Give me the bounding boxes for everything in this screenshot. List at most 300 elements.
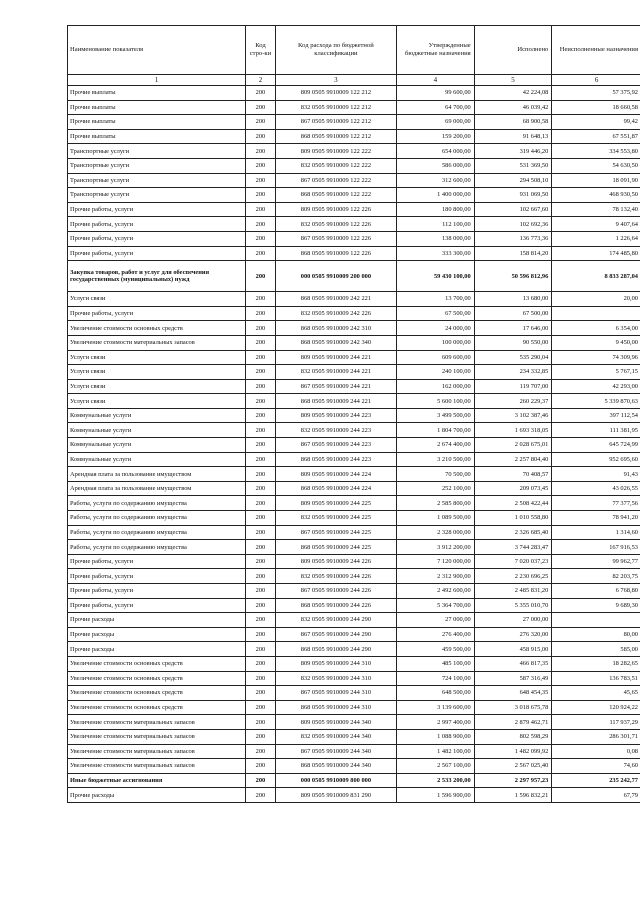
row-kbk: 832 0505 9910009 244 290 xyxy=(275,613,396,628)
row-code: 200 xyxy=(246,642,276,657)
row-kbk: 000 0505 9910009 800 000 xyxy=(275,773,396,788)
row-kbk: 868 0505 9910009 242 221 xyxy=(275,292,396,307)
row-code: 200 xyxy=(246,540,276,555)
row-executed: 17 646,00 xyxy=(474,321,552,336)
row-code: 200 xyxy=(246,100,276,115)
table-row xyxy=(68,379,640,394)
row-name: Коммунальные услуги xyxy=(68,452,246,467)
row-approved: 1 482 100,00 xyxy=(397,744,475,759)
row-code: 200 xyxy=(246,481,276,496)
row-approved: 240 100,00 xyxy=(397,365,475,380)
row-unexecuted: 20,00 xyxy=(552,292,640,307)
table-row xyxy=(68,759,640,774)
row-name: Работы, услуги по содержанию имущества xyxy=(68,540,246,555)
table-row xyxy=(68,246,640,261)
table-row xyxy=(68,423,640,438)
row-approved: 180 800,00 xyxy=(397,202,475,217)
row-unexecuted: 80,00 xyxy=(552,627,640,642)
row-unexecuted: 45,65 xyxy=(552,686,640,701)
table-row xyxy=(68,335,640,350)
row-name: Увеличение стоимости основных средств xyxy=(68,700,246,715)
row-approved: 3 210 500,00 xyxy=(397,452,475,467)
row-approved: 112 100,00 xyxy=(397,217,475,232)
row-unexecuted xyxy=(552,306,640,321)
table-row xyxy=(68,627,640,642)
row-approved: 1 804 700,00 xyxy=(397,423,475,438)
row-unexecuted: 91,43 xyxy=(552,467,640,482)
row-name: Прочие работы, услуги xyxy=(68,554,246,569)
row-approved: 1 088 900,00 xyxy=(397,729,475,744)
row-unexecuted: 1 314,60 xyxy=(552,525,640,540)
table-row xyxy=(68,350,640,365)
row-kbk: 868 0505 9910009 244 226 xyxy=(275,598,396,613)
row-approved: 724 100,00 xyxy=(397,671,475,686)
row-approved: 2 492 600,00 xyxy=(397,584,475,599)
row-kbk: 867 0505 9910009 122 212 xyxy=(275,115,396,130)
row-kbk: 809 0505 9910009 244 310 xyxy=(275,656,396,671)
row-code: 200 xyxy=(246,202,276,217)
row-code: 200 xyxy=(246,158,276,173)
row-code: 200 xyxy=(246,554,276,569)
row-code: 200 xyxy=(246,423,276,438)
row-unexecuted: 67 551,87 xyxy=(552,129,640,144)
row-name: Увеличение стоимости основных средств xyxy=(68,686,246,701)
row-kbk: 867 0505 9910009 244 290 xyxy=(275,627,396,642)
row-approved: 459 500,00 xyxy=(397,642,475,657)
row-code: 200 xyxy=(246,569,276,584)
table-row xyxy=(68,671,640,686)
table-row xyxy=(68,700,640,715)
row-unexecuted: 1 226,64 xyxy=(552,231,640,246)
row-code: 200 xyxy=(246,335,276,350)
table-row xyxy=(68,321,640,336)
row-name: Прочие выплаты xyxy=(68,86,246,101)
row-executed: 2 508 422,44 xyxy=(474,496,552,511)
row-executed: 136 773,36 xyxy=(474,231,552,246)
row-name: Увеличение стоимости основных средств xyxy=(68,656,246,671)
row-code: 200 xyxy=(246,759,276,774)
row-unexecuted: 5 767,15 xyxy=(552,365,640,380)
row-unexecuted xyxy=(552,613,640,628)
column-index: 5 xyxy=(474,75,552,86)
row-unexecuted: 6 768,80 xyxy=(552,584,640,599)
row-executed: 27 000,00 xyxy=(474,613,552,628)
row-unexecuted: 117 937,29 xyxy=(552,715,640,730)
row-name: Прочие расходы xyxy=(68,642,246,657)
row-approved: 2 674 400,00 xyxy=(397,438,475,453)
row-executed: 3 018 675,78 xyxy=(474,700,552,715)
row-unexecuted: 0,08 xyxy=(552,744,640,759)
row-name: Арендная плата за пользование имуществом xyxy=(68,467,246,482)
row-approved: 1 400 000,00 xyxy=(397,188,475,203)
row-executed: 2 028 675,01 xyxy=(474,438,552,453)
row-code: 200 xyxy=(246,86,276,101)
row-code: 200 xyxy=(246,261,276,292)
row-name: Прочие работы, услуги xyxy=(68,246,246,261)
row-executed: 319 446,20 xyxy=(474,144,552,159)
row-executed: 234 332,85 xyxy=(474,365,552,380)
row-approved: 3 139 600,00 xyxy=(397,700,475,715)
row-executed: 531 369,50 xyxy=(474,158,552,173)
row-kbk: 868 0505 9910009 244 224 xyxy=(275,481,396,496)
row-code: 200 xyxy=(246,321,276,336)
row-kbk: 868 0505 9910009 122 222 xyxy=(275,188,396,203)
row-executed: 5 355 010,70 xyxy=(474,598,552,613)
row-approved: 586 000,00 xyxy=(397,158,475,173)
row-kbk: 867 0505 9910009 244 340 xyxy=(275,744,396,759)
row-name: Увеличение стоимости материальных запасов xyxy=(68,715,246,730)
row-approved: 1 089 500,00 xyxy=(397,511,475,526)
row-code: 200 xyxy=(246,511,276,526)
row-approved: 24 000,00 xyxy=(397,321,475,336)
table-row xyxy=(68,115,640,130)
row-code: 200 xyxy=(246,627,276,642)
row-kbk: 832 0505 9910009 122 212 xyxy=(275,100,396,115)
table-row xyxy=(68,467,640,482)
row-approved: 648 500,00 xyxy=(397,686,475,701)
row-kbk: 832 0505 9910009 244 225 xyxy=(275,511,396,526)
row-executed: 209 073,45 xyxy=(474,481,552,496)
row-kbk: 809 0505 9910009 244 226 xyxy=(275,554,396,569)
row-name: Прочие расходы xyxy=(68,613,246,628)
row-unexecuted: 67,79 xyxy=(552,788,640,803)
table-row xyxy=(68,365,640,380)
table-row xyxy=(68,584,640,599)
row-kbk: 809 0505 9910009 244 225 xyxy=(275,496,396,511)
row-executed: 42 224,08 xyxy=(474,86,552,101)
row-executed: 13 680,00 xyxy=(474,292,552,307)
row-name: Прочие работы, услуги xyxy=(68,306,246,321)
row-kbk: 809 0505 9910009 244 224 xyxy=(275,467,396,482)
row-unexecuted: 78 132,40 xyxy=(552,202,640,217)
table-row xyxy=(68,511,640,526)
row-name: Услуги связи xyxy=(68,350,246,365)
table-row xyxy=(68,188,640,203)
row-unexecuted: 82 203,75 xyxy=(552,569,640,584)
row-name: Увеличение стоимости материальных запасов xyxy=(68,744,246,759)
row-unexecuted: 74,60 xyxy=(552,759,640,774)
row-executed: 7 020 037,23 xyxy=(474,554,552,569)
row-unexecuted: 167 916,53 xyxy=(552,540,640,555)
column-index: 6 xyxy=(552,75,640,86)
row-executed: 50 596 812,96 xyxy=(474,261,552,292)
row-code: 200 xyxy=(246,144,276,159)
row-name: Работы, услуги по содержанию имущества xyxy=(68,525,246,540)
table-row xyxy=(68,481,640,496)
row-kbk: 867 0505 9910009 122 222 xyxy=(275,173,396,188)
row-unexecuted: 8 833 287,04 xyxy=(552,261,640,292)
row-name: Услуги связи xyxy=(68,379,246,394)
row-executed: 535 290,04 xyxy=(474,350,552,365)
row-name: Прочие расходы xyxy=(68,627,246,642)
row-unexecuted: 111 381,95 xyxy=(552,423,640,438)
column-index: 2 xyxy=(246,75,276,86)
row-executed: 2 485 831,20 xyxy=(474,584,552,599)
header-kbk: Код расхода по бюджетной классификации xyxy=(275,26,396,75)
row-executed: 294 508,10 xyxy=(474,173,552,188)
row-kbk: 867 0505 9910009 244 310 xyxy=(275,686,396,701)
row-executed: 802 598,29 xyxy=(474,729,552,744)
row-kbk: 868 0505 9910009 242 310 xyxy=(275,321,396,336)
row-executed: 2 567 025,40 xyxy=(474,759,552,774)
row-executed: 46 039,42 xyxy=(474,100,552,115)
row-executed: 90 550,00 xyxy=(474,335,552,350)
row-unexecuted: 18 091,90 xyxy=(552,173,640,188)
row-kbk: 868 0505 9910009 244 310 xyxy=(275,700,396,715)
row-executed: 68 900,58 xyxy=(474,115,552,130)
row-approved: 13 700,00 xyxy=(397,292,475,307)
row-executed: 3 744 283,47 xyxy=(474,540,552,555)
row-kbk: 867 0505 9910009 244 223 xyxy=(275,438,396,453)
row-approved: 7 120 000,00 xyxy=(397,554,475,569)
table-row xyxy=(68,438,640,453)
row-kbk: 832 0505 9910009 244 221 xyxy=(275,365,396,380)
row-unexecuted: 99,42 xyxy=(552,115,640,130)
row-executed: 587 316,49 xyxy=(474,671,552,686)
row-code: 200 xyxy=(246,115,276,130)
row-unexecuted: 585,00 xyxy=(552,642,640,657)
table-row xyxy=(68,569,640,584)
table-row xyxy=(68,496,640,511)
table-row xyxy=(68,158,640,173)
row-code: 200 xyxy=(246,217,276,232)
row-approved: 5 364 700,00 xyxy=(397,598,475,613)
row-unexecuted: 9 407,64 xyxy=(552,217,640,232)
row-kbk: 832 0505 9910009 244 310 xyxy=(275,671,396,686)
table-row xyxy=(68,292,640,307)
row-kbk: 868 0505 9910009 122 226 xyxy=(275,246,396,261)
row-code: 200 xyxy=(246,788,276,803)
row-kbk: 868 0505 9910009 122 212 xyxy=(275,129,396,144)
row-unexecuted: 6 354,00 xyxy=(552,321,640,336)
row-executed: 2 297 957,23 xyxy=(474,773,552,788)
row-executed: 1 693 318,05 xyxy=(474,423,552,438)
row-code: 200 xyxy=(246,129,276,144)
row-name: Услуги связи xyxy=(68,292,246,307)
row-name: Работы, услуги по содержанию имущества xyxy=(68,511,246,526)
table-row xyxy=(68,554,640,569)
row-name: Увеличение стоимости материальных запасов xyxy=(68,759,246,774)
row-code: 200 xyxy=(246,584,276,599)
table-row xyxy=(68,100,640,115)
row-unexecuted: 645 724,99 xyxy=(552,438,640,453)
row-code: 200 xyxy=(246,700,276,715)
row-unexecuted: 5 339 870,63 xyxy=(552,394,640,409)
table-row xyxy=(68,306,640,321)
row-unexecuted: 468 930,50 xyxy=(552,188,640,203)
row-unexecuted: 74 309,96 xyxy=(552,350,640,365)
table-row xyxy=(68,744,640,759)
row-kbk: 867 0505 9910009 244 221 xyxy=(275,379,396,394)
row-approved: 59 430 100,00 xyxy=(397,261,475,292)
row-name: Услуги связи xyxy=(68,365,246,380)
row-name: Работы, услуги по содержанию имущества xyxy=(68,496,246,511)
table-row xyxy=(68,408,640,423)
row-kbk: 809 0505 9910009 244 223 xyxy=(275,408,396,423)
row-name: Прочие работы, услуги xyxy=(68,202,246,217)
row-code: 200 xyxy=(246,350,276,365)
row-name: Коммунальные услуги xyxy=(68,423,246,438)
row-executed: 276 320,00 xyxy=(474,627,552,642)
row-approved: 2 328 000,00 xyxy=(397,525,475,540)
row-executed: 91 648,13 xyxy=(474,129,552,144)
row-approved: 69 000,00 xyxy=(397,115,475,130)
row-unexecuted: 9 689,30 xyxy=(552,598,640,613)
row-name: Прочие работы, услуги xyxy=(68,584,246,599)
row-kbk: 809 0505 9910009 122 222 xyxy=(275,144,396,159)
row-kbk: 868 0505 9910009 244 223 xyxy=(275,452,396,467)
row-unexecuted: 952 695,60 xyxy=(552,452,640,467)
row-approved: 100 000,00 xyxy=(397,335,475,350)
row-approved: 3 912 200,00 xyxy=(397,540,475,555)
row-approved: 70 500,00 xyxy=(397,467,475,482)
row-unexecuted: 334 553,80 xyxy=(552,144,640,159)
column-index: 3 xyxy=(275,75,396,86)
row-code: 200 xyxy=(246,715,276,730)
row-executed: 102 667,60 xyxy=(474,202,552,217)
row-code: 200 xyxy=(246,613,276,628)
row-kbk: 809 0505 9910009 244 340 xyxy=(275,715,396,730)
row-approved: 2 567 100,00 xyxy=(397,759,475,774)
row-approved: 2 312 900,00 xyxy=(397,569,475,584)
row-approved: 5 600 100,00 xyxy=(397,394,475,409)
row-code: 200 xyxy=(246,379,276,394)
row-code: 200 xyxy=(246,773,276,788)
row-code: 200 xyxy=(246,598,276,613)
row-name: Транспортные услуги xyxy=(68,144,246,159)
table-row xyxy=(68,173,640,188)
row-kbk: 832 0505 9910009 244 223 xyxy=(275,423,396,438)
row-name: Увеличение стоимости основных средств xyxy=(68,321,246,336)
row-kbk: 832 0505 9910009 244 340 xyxy=(275,729,396,744)
table-row xyxy=(68,642,640,657)
header-code: Код стро-ки xyxy=(246,26,276,75)
row-name: Иные бюджетные ассигнования xyxy=(68,773,246,788)
row-name: Прочие выплаты xyxy=(68,115,246,130)
table-row xyxy=(68,788,640,803)
row-kbk: 809 0505 9910009 831 290 xyxy=(275,788,396,803)
row-unexecuted: 235 242,77 xyxy=(552,773,640,788)
table-row xyxy=(68,715,640,730)
row-executed: 466 817,35 xyxy=(474,656,552,671)
row-kbk: 867 0505 9910009 244 226 xyxy=(275,584,396,599)
table-body xyxy=(68,86,640,803)
row-approved: 333 300,00 xyxy=(397,246,475,261)
row-code: 200 xyxy=(246,408,276,423)
row-name: Увеличение стоимости материальных запасов xyxy=(68,335,246,350)
row-executed: 1 482 099,92 xyxy=(474,744,552,759)
table-row xyxy=(68,86,640,101)
row-kbk: 832 0505 9910009 244 226 xyxy=(275,569,396,584)
row-unexecuted: 174 485,80 xyxy=(552,246,640,261)
header-name: Наименование показателя xyxy=(68,26,246,75)
row-kbk: 868 0505 9910009 244 290 xyxy=(275,642,396,657)
row-executed: 1 010 558,80 xyxy=(474,511,552,526)
table-row xyxy=(68,144,640,159)
table-row xyxy=(68,452,640,467)
header-executed: Исполнено xyxy=(474,26,552,75)
table-row xyxy=(68,686,640,701)
row-executed: 260 229,37 xyxy=(474,394,552,409)
row-kbk: 809 0505 9910009 122 226 xyxy=(275,202,396,217)
row-kbk: 809 0505 9910009 244 221 xyxy=(275,350,396,365)
row-unexecuted: 57 375,92 xyxy=(552,86,640,101)
row-approved: 3 499 500,00 xyxy=(397,408,475,423)
row-executed: 67 500,00 xyxy=(474,306,552,321)
row-name: Прочие работы, услуги xyxy=(68,217,246,232)
row-unexecuted: 120 924,22 xyxy=(552,700,640,715)
row-executed: 102 692,36 xyxy=(474,217,552,232)
row-kbk: 868 0505 9910009 244 225 xyxy=(275,540,396,555)
row-kbk: 809 0505 9910009 122 212 xyxy=(275,86,396,101)
row-executed: 458 915,00 xyxy=(474,642,552,657)
row-kbk: 832 0505 9910009 122 226 xyxy=(275,217,396,232)
row-name: Коммунальные услуги xyxy=(68,408,246,423)
row-approved: 138 000,00 xyxy=(397,231,475,246)
row-approved: 67 500,00 xyxy=(397,306,475,321)
row-unexecuted: 78 941,20 xyxy=(552,511,640,526)
row-kbk: 868 0505 9910009 244 221 xyxy=(275,394,396,409)
row-name: Транспортные услуги xyxy=(68,173,246,188)
row-unexecuted: 397 112,54 xyxy=(552,408,640,423)
row-code: 200 xyxy=(246,671,276,686)
row-name: Прочие выплаты xyxy=(68,100,246,115)
header-approved: Утвержденные бюджетные назначения xyxy=(397,26,475,75)
budget-execution-table xyxy=(67,25,640,803)
row-unexecuted: 42 293,00 xyxy=(552,379,640,394)
table-row xyxy=(68,525,640,540)
row-name: Транспортные услуги xyxy=(68,188,246,203)
column-index: 1 xyxy=(68,75,246,86)
row-name: Транспортные услуги xyxy=(68,158,246,173)
row-unexecuted: 77 377,56 xyxy=(552,496,640,511)
row-code: 200 xyxy=(246,394,276,409)
row-approved: 2 997 400,00 xyxy=(397,715,475,730)
budget-report-page xyxy=(67,25,640,803)
row-code: 200 xyxy=(246,292,276,307)
row-executed: 648 454,35 xyxy=(474,686,552,701)
row-code: 200 xyxy=(246,365,276,380)
table-row xyxy=(68,540,640,555)
row-executed: 70 408,57 xyxy=(474,467,552,482)
row-kbk: 832 0505 9910009 122 222 xyxy=(275,158,396,173)
row-kbk: 868 0505 9910009 244 340 xyxy=(275,759,396,774)
table-row xyxy=(68,394,640,409)
row-approved: 1 596 900,00 xyxy=(397,788,475,803)
row-approved: 64 700,00 xyxy=(397,100,475,115)
row-unexecuted: 18 660,58 xyxy=(552,100,640,115)
row-name: Услуги связи xyxy=(68,394,246,409)
row-approved: 276 400,00 xyxy=(397,627,475,642)
row-code: 200 xyxy=(246,306,276,321)
row-kbk: 867 0505 9910009 122 226 xyxy=(275,231,396,246)
table-row xyxy=(68,613,640,628)
table-row xyxy=(68,773,640,788)
row-name: Прочие работы, услуги xyxy=(68,569,246,584)
column-index: 4 xyxy=(397,75,475,86)
row-code: 200 xyxy=(246,467,276,482)
row-unexecuted: 43 026,55 xyxy=(552,481,640,496)
row-approved: 27 000,00 xyxy=(397,613,475,628)
table-row xyxy=(68,129,640,144)
row-unexecuted: 99 962,77 xyxy=(552,554,640,569)
row-kbk: 832 0505 9910009 242 226 xyxy=(275,306,396,321)
row-code: 200 xyxy=(246,188,276,203)
row-name: Прочие работы, услуги xyxy=(68,231,246,246)
row-name: Коммунальные услуги xyxy=(68,438,246,453)
table-row xyxy=(68,729,640,744)
table-row xyxy=(68,261,640,292)
